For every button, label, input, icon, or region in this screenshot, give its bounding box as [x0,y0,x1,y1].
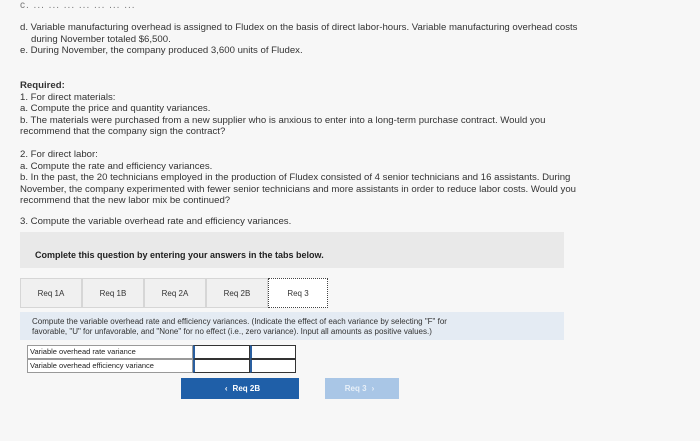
rate-variance-label: Variable overhead rate variance [27,345,193,359]
panel-heading: Complete this question by entering your answers in the tabs below. [35,250,324,260]
chevron-right-icon: › [371,384,375,393]
efficiency-variance-effect-select[interactable] [250,359,296,373]
req2-b-line1: b. In the past, the 20 technicians employed in the production of Fludex consisted of 4 senior technicians and 16 assistants. During [20,172,571,183]
problem-item-d [20,22,577,57]
tab-req-2a[interactable]: Req 2A [144,278,206,308]
req2-b-line2: November, the company experimented with fewer senior technicians and more assistants in order to reduce labor costs. Would you [20,183,577,195]
tab-req-1b[interactable]: Req 1B [82,278,144,308]
tab-req-1a[interactable]: Req 1A [20,278,82,308]
item-d-line2: during November totaled $6,500. [31,33,171,45]
req2-b-line3: recommend that the new labor mix be continued? [20,195,231,206]
req2-a: a. Compute the rate and efficiency variances. [20,160,213,172]
next-button-label: Req 3 [344,384,367,393]
efficiency-variance-label: Variable overhead efficiency variance [27,359,193,373]
rate-variance-effect-select[interactable] [250,345,296,359]
req2-section [20,149,576,207]
efficiency-variance-amount-input[interactable] [193,359,250,373]
req1-b-line2: recommend that the company sign the contract? [20,126,226,137]
required-title: Required: [20,80,65,91]
prev-req-2b-button[interactable] [181,378,299,399]
req1-title: 1. For direct materials: [20,91,116,103]
item-d-line1: d. Variable manufacturing overhead is assigned to Fludex on the basis of direct labor-hours. Variable manufacturing overhead costs [20,22,578,33]
instruction-line2: favorable, "U" for unfavorable, and "None" for no effect (i.e., zero variance). Input all amounts as positive values.) [32,327,432,336]
chevron-left-icon: ‹ [224,384,228,393]
req1-b-line1: b. The materials were purchased from a new supplier who is anxious to enter into a long-term purchase contract. Would you [20,114,546,126]
instruction-line1: Compute the variable overhead rate and efficiency variances. (Indicate the effect of each variance by selecting "F" for [32,317,447,326]
instructions-panel [20,232,564,268]
tab-req-3[interactable]: Req 3 [268,278,328,308]
required-section [20,80,545,138]
rate-variance-amount-input[interactable] [193,345,250,359]
req2-title: 2. For direct labor: [20,149,98,160]
prev-button-label: Req 2B [232,384,261,393]
item-e: e. During November, the company produced 3,600 units of Fludex. [20,45,303,56]
req3-line: 3. Compute the variable overhead rate and efficiency variances. [20,216,292,227]
cut-off-line: c. ... ... ... ... ... ... ... [20,0,136,8]
next-req-3-button[interactable] [325,378,399,399]
variance-instructions [20,312,564,340]
req1-a: a. Compute the price and quantity variances. [20,103,211,114]
tab-req-2b[interactable]: Req 2B [206,278,268,308]
